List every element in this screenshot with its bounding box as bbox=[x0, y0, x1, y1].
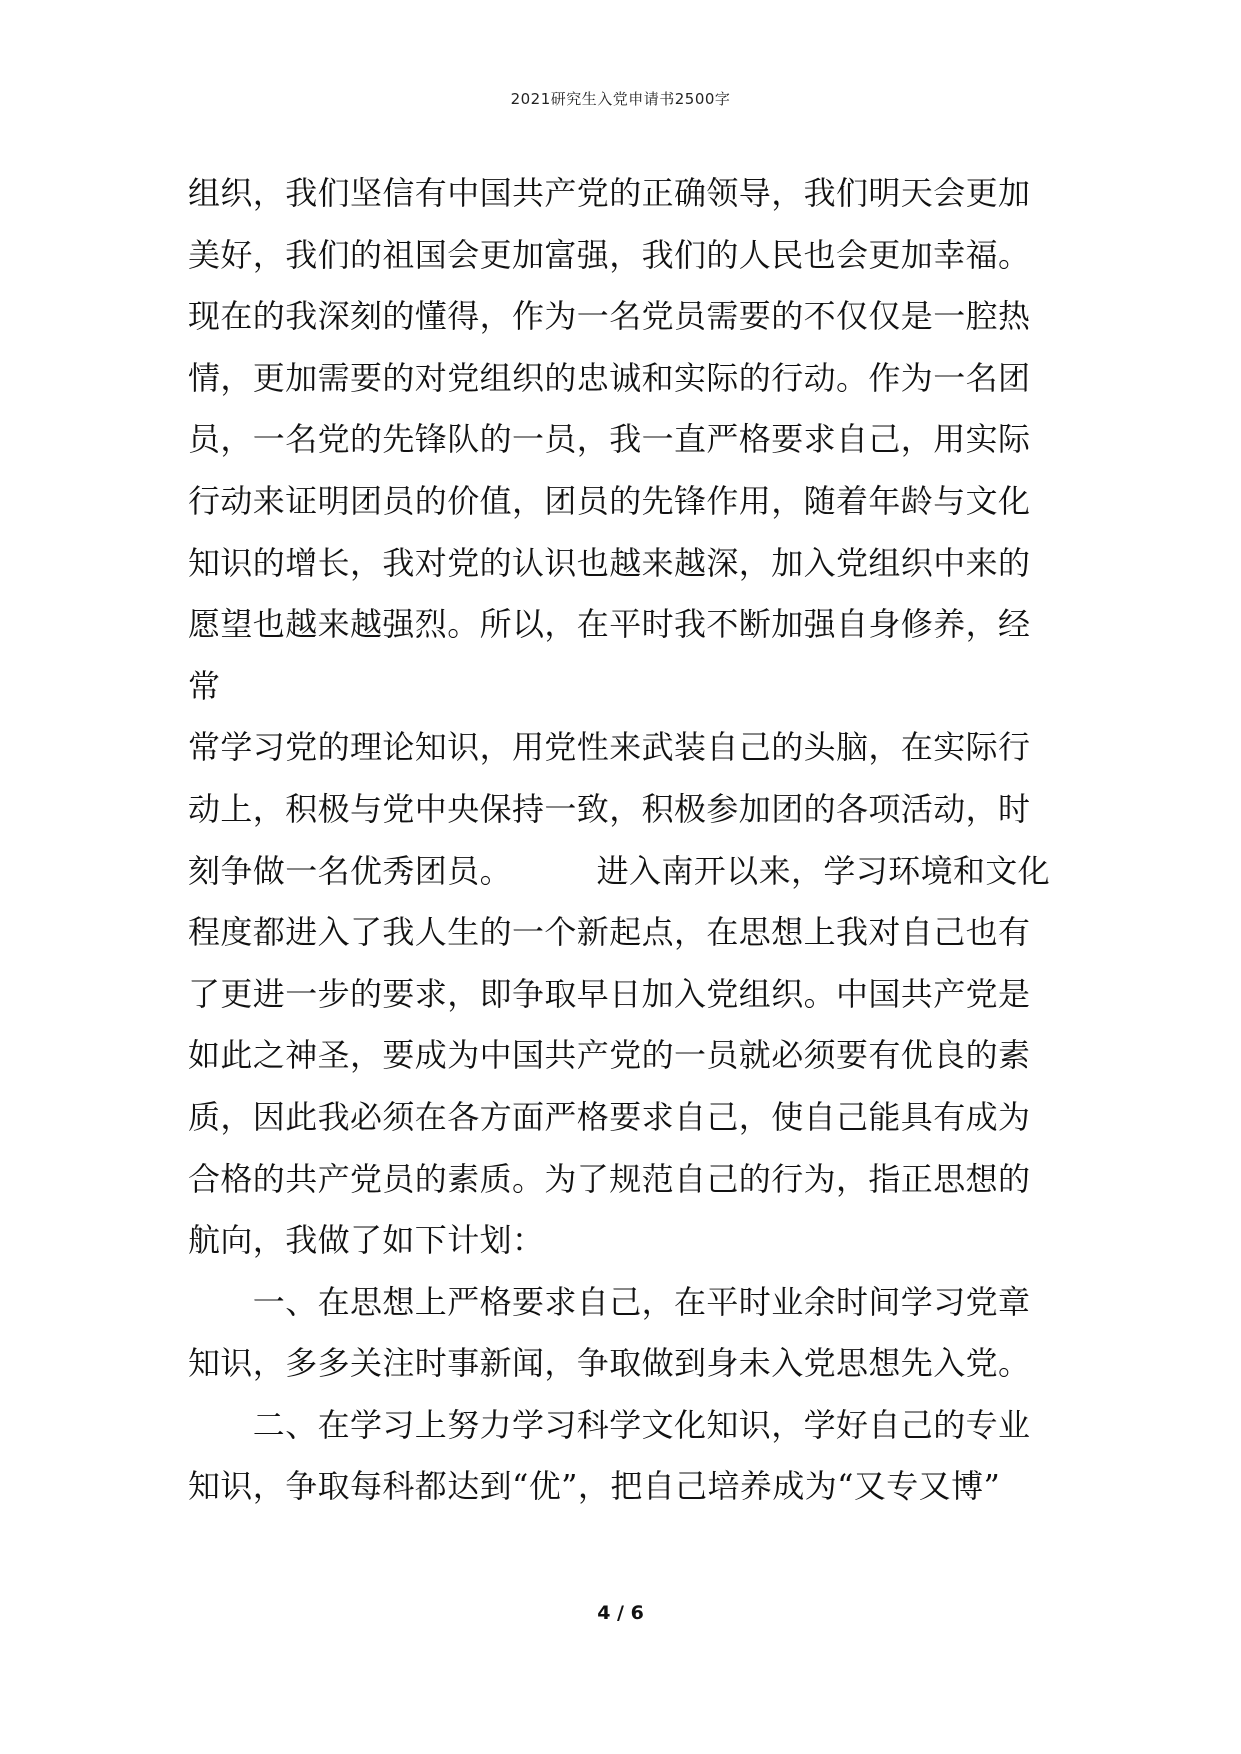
text-line: 情，更加需要的对党组织的忠诚和实际的行动。作为一名团 bbox=[188, 358, 1031, 397]
text-line: 愿望也越来越强烈。所以，在平时我不断加强自身修养，经 bbox=[188, 605, 1031, 644]
text-line: 刻争做一名优秀团员。 进入南开以来，学习环境和文化 bbox=[188, 851, 1051, 890]
text-line: 员，一名党的先锋队的一员，我一直严格要求自己，用实际 bbox=[188, 420, 1031, 459]
text-line: 知识，争取每科都达到“优”，把自己培养成为“又专又博” bbox=[188, 1467, 1001, 1506]
body-text bbox=[188, 163, 1068, 1518]
text-line: 合格的共产党员的素质。为了规范自己的行为，指正思想的 bbox=[188, 1159, 1031, 1198]
text-line: 知识的增长，我对党的认识也越来越深，加入党组织中来的 bbox=[188, 543, 1031, 582]
text-line: 二、在学习上努力学习科学文化知识，学好自己的专业 bbox=[188, 1405, 1031, 1444]
text-line: 了更进一步的要求，即争取早日加入党组织。中国共产党是 bbox=[188, 974, 1031, 1013]
text-line: 航向，我做了如下计划： bbox=[188, 1221, 545, 1260]
page-number: 4 / 6 bbox=[597, 1602, 644, 1624]
text-line: 知识，多多关注时事新闻，争取做到身未入党思想先入党。 bbox=[188, 1344, 1031, 1383]
text-line: 常学习党的理论知识，用党性来武装自己的头脑，在实际行 bbox=[188, 728, 1031, 767]
text-line: 行动来证明团员的价值，团员的先锋作用，随着年龄与文化 bbox=[188, 481, 1031, 520]
text-line: 美好，我们的祖国会更加富强，我们的人民也会更加幸福。 bbox=[188, 235, 1031, 274]
page-header: 2021研究生入党申请书2500字 bbox=[510, 90, 731, 108]
text-line: 如此之神圣，要成为中国共产党的一员就必须要有优良的素 bbox=[188, 1036, 1031, 1075]
text-line: 质，因此我必须在各方面严格要求自己，使自己能具有成为 bbox=[188, 1097, 1031, 1136]
text-line: 一、在思想上严格要求自己，在平时业余时间学习党章 bbox=[188, 1282, 1031, 1321]
text-line: 动上，积极与党中央保持一致，积极参加团的各项活动，时 bbox=[188, 789, 1031, 828]
text-line: 程度都进入了我人生的一个新起点，在思想上我对自己也有 bbox=[188, 913, 1031, 952]
text-line: 现在的我深刻的懂得，作为一名党员需要的不仅仅是一腔热 bbox=[188, 297, 1031, 336]
text-line: 常 bbox=[188, 666, 221, 705]
text-line: 组织，我们坚信有中国共产党的正确领导，我们明天会更加 bbox=[188, 174, 1031, 212]
